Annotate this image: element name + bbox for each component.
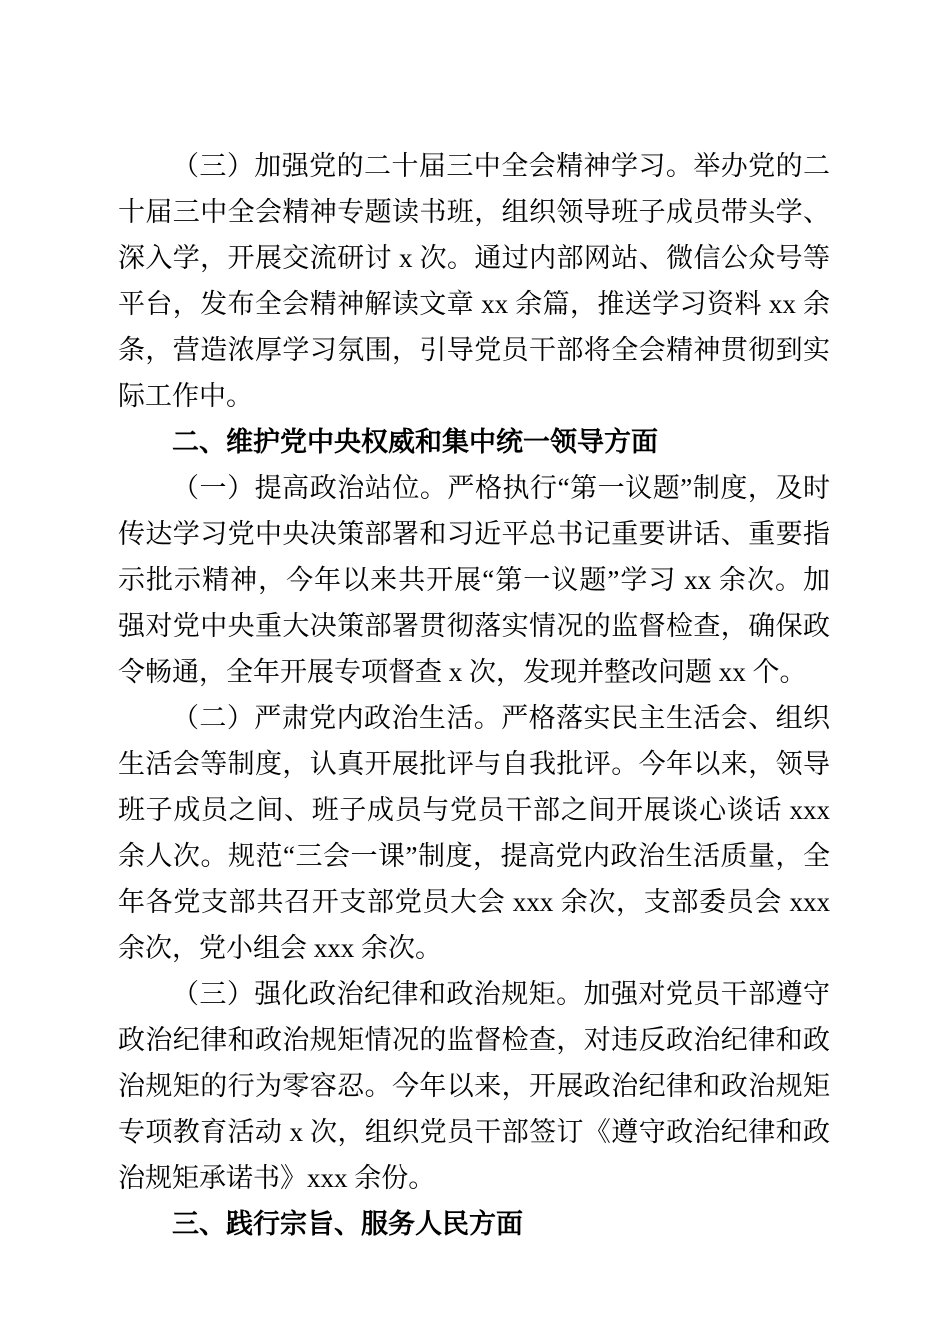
paragraph-study-plenum-spirit: （三）加强党的二十届三中全会精神学习。举办党的二十届三中全会精神专题读书班，组织领导班子成员带头学、深入学，开展交流研讨 x 次。通过内部网站、微信公众号等平台，发布全会精神解读文章 xx 余篇，推送学习资料 xx 余条，营造浓厚学习氛围，引导党员干部将全会精神贯彻到实际工作中。 <box>118 151 830 411</box>
paragraph-inner-party-political-life: （二）严肃党内政治生活。严格落实民主生活会、组织生活会等制度，认真开展批评与自我批评。今年以来，领导班子成员之间、班子成员与党员干部之间开展谈心谈话 xxx 余人次。规范“三会一课”制度，提高党内政治生活质量，全年各党支部共召开支部党员大会 xxx 余次，支部委员会 xxx 余次，党小组会 xxx 余次。 <box>118 703 830 963</box>
section-heading-2: 二、维护党中央权威和集中统一领导方面 <box>172 427 658 457</box>
section-heading-3: 三、践行宗旨、服务人民方面 <box>172 1209 523 1239</box>
paragraph-political-discipline: （三）强化政治纪律和政治规矩。加强对党员干部遵守政治纪律和政治规矩情况的监督检查，对违反政治纪律和政治规矩的行为零容忍。今年以来，开展政治纪律和政治规矩专项教育活动 x 次，组织党员干部签订《遵守政治纪律和政治规矩承诺书》xxx 余份。 <box>118 979 830 1193</box>
paragraph-political-stance: （一）提高政治站位。严格执行“第一议题”制度，及时传达学习党中央决策部署和习近平总书记重要讲话、重要指示批示精神，今年以来共开展“第一议题”学习 xx 余次。加强对党中央重大决策部署贯彻落实情况的监督检查，确保政令畅通，全年开展专项督查 x 次，发现并整改问题 xx 个。 <box>118 473 830 687</box>
